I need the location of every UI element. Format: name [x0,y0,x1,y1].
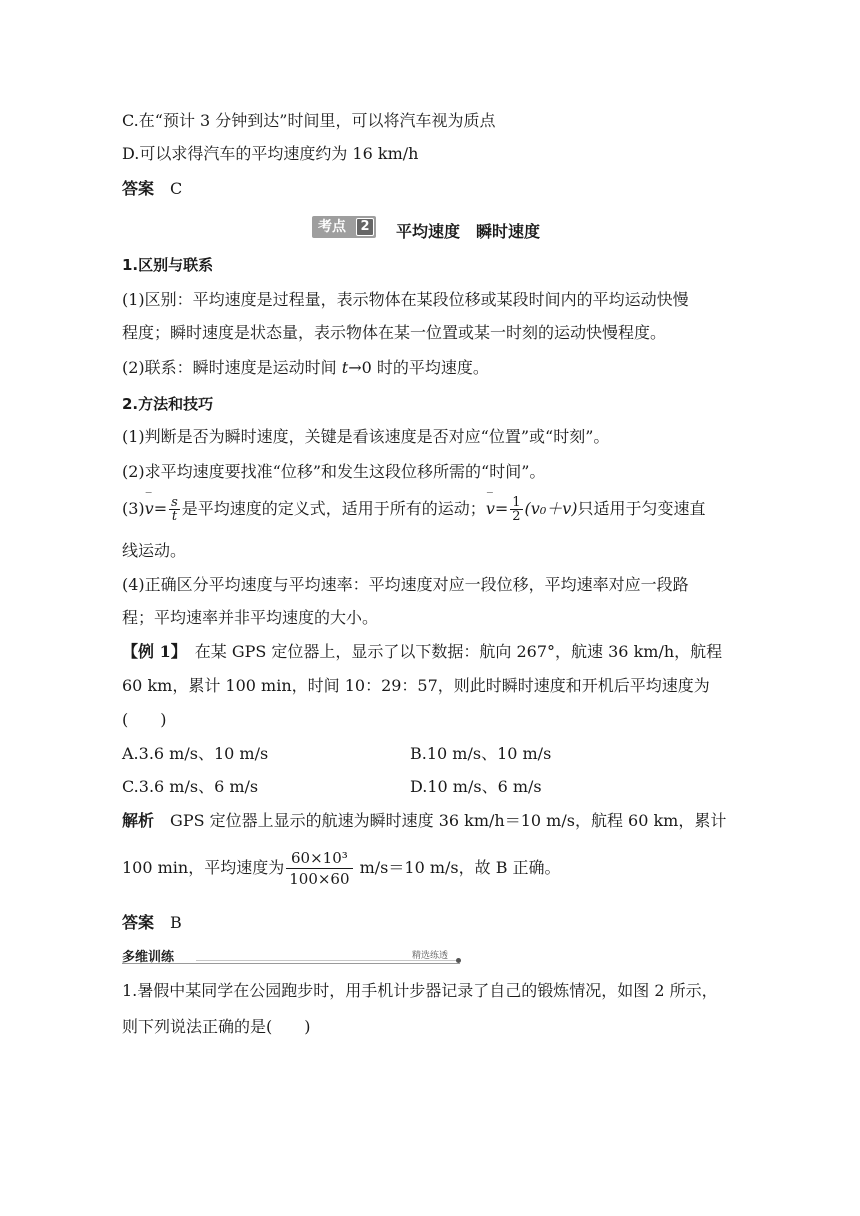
m3-frac-two: 2 [512,509,521,524]
section-rule [122,963,460,964]
m3-eq: = [153,499,168,518]
m3-v: ‾ v [145,494,154,524]
method-1: (1)判断是否为瞬时速度，关键是看该速度是否对应“位置”或“时刻”。 [122,427,610,446]
answer-label-2: 答案 [122,913,155,932]
paragraph-2 [122,357,489,379]
example-text-a: 在某 GPS 定位器上，显示了以下数据：航向 267°，航速 36 km/h，航程 [194,642,723,661]
solution-pre: 100 min，平均速度为 [122,858,285,877]
m3-frac-one: 1 [512,495,521,510]
solution-numerator: 60×10³ [286,848,352,869]
example-line-2: 60 km，累计 100 min，时间 10：29：57，则此时瞬时速度和开机后平均速度为 [122,676,710,695]
answer-value-2: B [170,913,182,932]
question-1b: 则下列说法正确的是( ) [122,1017,311,1036]
method-3 [122,494,706,524]
m3-pre: (3) [122,499,145,518]
m3-frac-s: s [171,495,178,510]
p2-t: t [341,358,349,377]
example-option-d: D.10 m/s、6 m/s [410,777,542,796]
answer-value: C [170,179,183,198]
method-4b: 程；平均速率并非平均速度的大小。 [122,608,379,627]
example-line-1 [122,641,722,663]
paragraph-1b: 程度；瞬时速度是状态量，表示物体在某一位置或某一时刻的运动快慢程度。 [122,323,667,342]
m3-frac-t: t [171,509,178,524]
m3-post: 只适用于匀变速直 [577,499,706,518]
heading-1: 1.区别与联系 [122,256,214,274]
section-subtitle: 精选练透 [412,951,449,961]
p2-post: →0 时的平均速度。 [348,358,489,377]
method-2: (2)求平均速度要找准“位移”和发生这段位移所需的“时间”。 [122,462,546,481]
method-4a: (4)正确区分平均速度与平均速率：平均速度对应一段位移，平均速率对应一段路 [122,575,689,594]
option-c-line: C.在“预计 3 分钟到达”时间里，可以将汽车视为质点 [122,111,496,130]
m3-mid: 是平均速度的定义式，适用于所有的运动； [181,499,486,518]
answer-1 [122,178,182,200]
solution-line-1 [122,810,726,832]
solution-label: 解析 [122,811,155,830]
example-line-3: ( ) [122,710,167,729]
topic-badge-number: 2 [356,218,374,236]
m3-eq2: = [494,499,509,518]
answer-2 [122,912,182,934]
example-option-b: B.10 m/s、10 m/s [410,744,552,763]
m3-frac-half [510,496,522,523]
solution-text-a: GPS 定位器上显示的航速为瞬时速度 36 km/h＝10 m/s，航程 60 km，累计 [170,811,727,830]
example-label: 【例 1】 [122,642,179,661]
p2-pre: (2)联系：瞬时速度是运动时间 [122,358,342,377]
example-option-c: C.3.6 m/s、6 m/s [122,777,259,796]
example-option-a: A.3.6 m/s、10 m/s [122,744,269,763]
solution-denominator: 100×60 [289,870,350,888]
m3-v2: ‾ v [486,494,495,524]
option-d-line: D.可以求得汽车的平均速度约为 16 km/h [122,144,419,163]
heading-2: 2.方法和技巧 [122,395,214,413]
answer-label: 答案 [122,179,155,198]
section-dot-icon [456,958,461,963]
paragraph-1a: (1)区别：平均速度是过程量，表示物体在某段位移或某段时间内的平均运动快慢 [122,290,689,309]
section-title: 多维训练 [122,950,175,965]
m3-paren: (v₀＋v) [524,499,578,518]
question-1a: 1.暑假中某同学在公园跑步时，用手机计步器记录了自己的锻炼情况，如图 2 所示， [122,981,718,1000]
solution-line-2 [122,846,561,890]
m3-frac-s-t [169,496,180,523]
topic-badge [312,216,376,238]
solution-fraction [286,848,352,889]
topic-badge-label: 考点 [318,219,346,235]
method-3-cont: 线运动。 [122,541,187,560]
topic-title: 平均速度 瞬时速度 [396,222,541,241]
section-header [122,946,460,964]
solution-post: m/s＝10 m/s，故 B 正确。 [354,858,561,877]
